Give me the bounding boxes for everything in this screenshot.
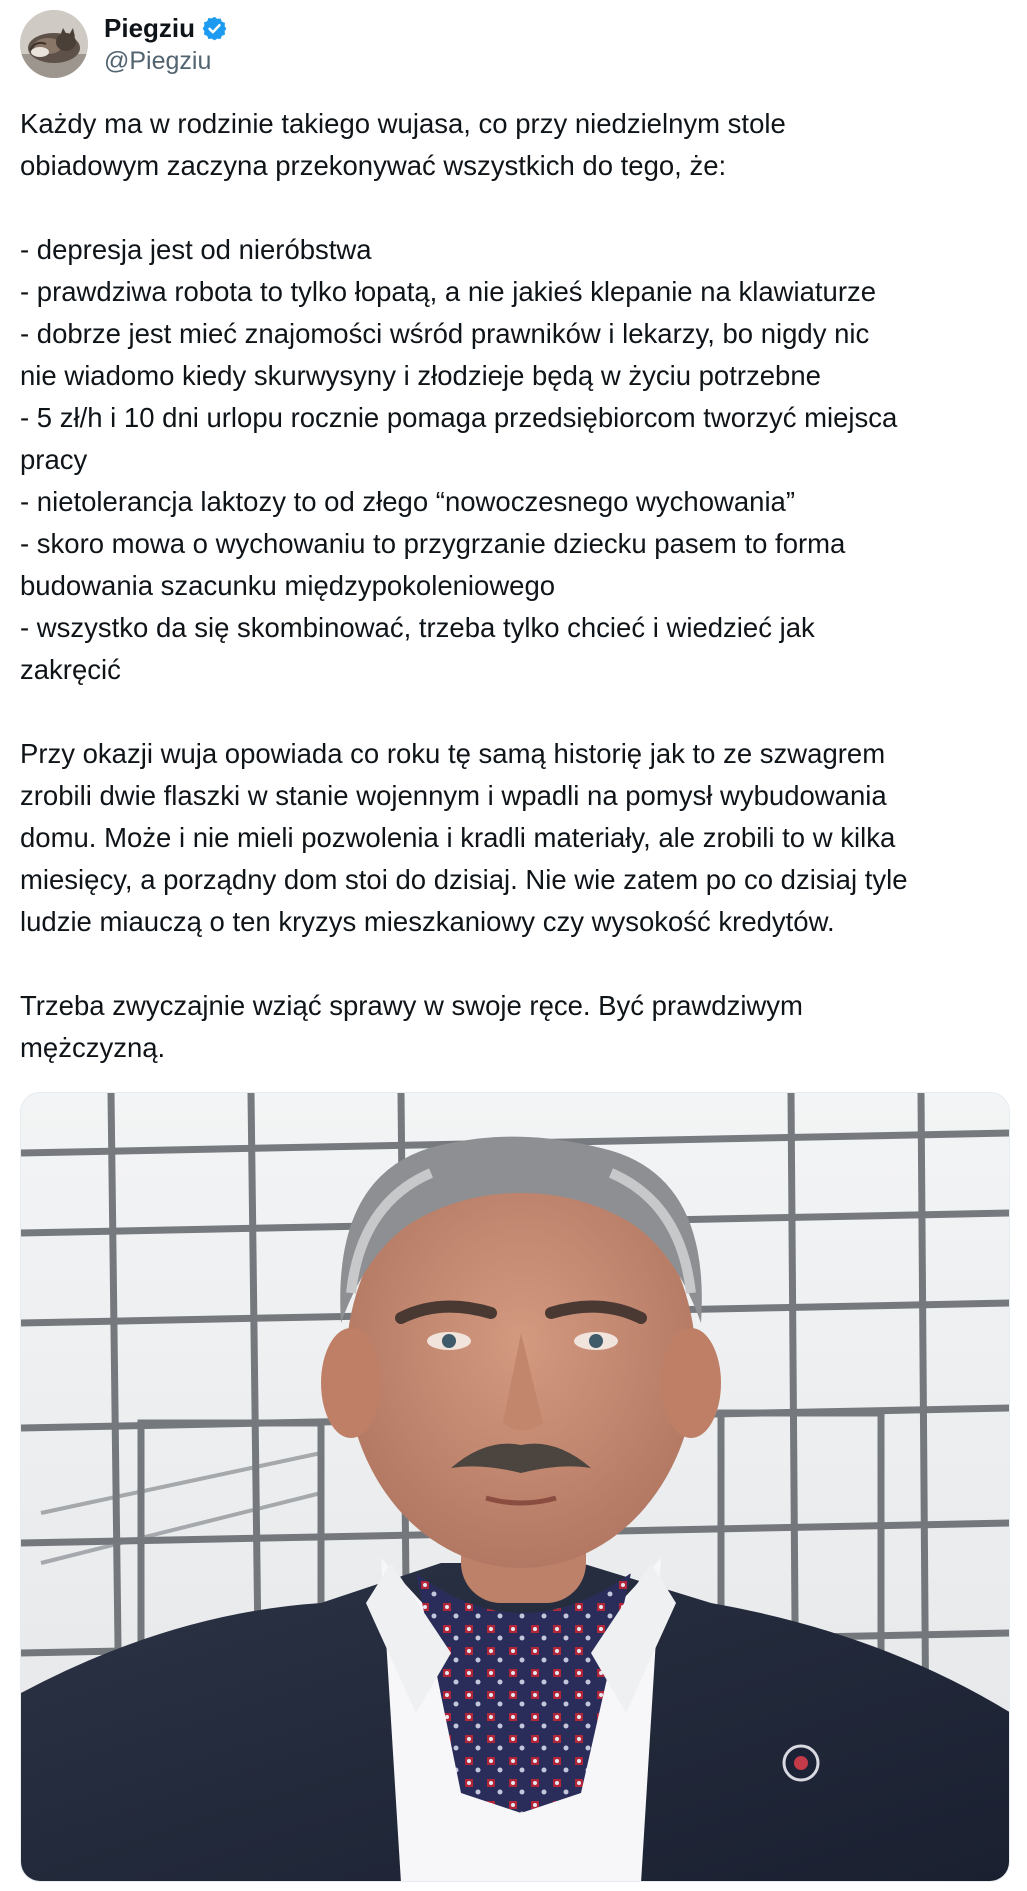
tweet-line: nie wiadomo kiedy skurwysyny i złodzieje będą w życiu potrzebne: [20, 360, 821, 391]
verified-badge-icon: [201, 15, 228, 42]
tweet-line: - 5 zł/h i 10 dni urlopu rocznie pomaga przedsiębiorcom tworzyć miejsca: [20, 402, 898, 433]
tweet-line: budowania szacunku międzypokoleniowego: [20, 570, 556, 601]
tweet-line: ludzie miauczą o ten kryzys mieszkaniowy czy wysokość kredytów.: [20, 906, 835, 937]
cat-avatar-icon: [20, 10, 88, 78]
tweet-line: - prawdziwa robota to tylko łopatą, a nie jakieś klepanie na klawiaturze: [20, 276, 877, 307]
display-name[interactable]: Piegziu: [104, 13, 196, 43]
tweet-line: miesięcy, a porządny dom stoi do dzisiaj. Nie wie zatem po co dzisiaj tyle: [20, 864, 908, 895]
tweet-text: [20, 103, 1010, 1069]
tweet-line: Trzeba zwyczajnie wziąć sprawy w swoje ręce. Być prawdziwym: [20, 990, 803, 1021]
tweet-line: domu. Może i nie mieli pozwolenia i kradli materiały, ale zrobili to w kilka: [20, 822, 896, 853]
tweet-line: zakręcić: [20, 654, 121, 685]
tweet-line: mężczyzną.: [20, 1032, 166, 1063]
tweet-blank-line: [20, 943, 1010, 985]
tweet-line: - dobrze jest mieć znajomości wśród prawników i lekarzy, bo nigdy nic: [20, 318, 870, 349]
tweet-line: - depresja jest od nieróbstwa: [20, 234, 372, 265]
author-names: [104, 11, 228, 77]
tweet-line: - wszystko da się skombinować, trzeba tylko chcieć i wiedzieć jak: [20, 612, 815, 643]
tweet-header: [20, 8, 228, 80]
tweet-blank-line: [20, 691, 1010, 733]
tweet-photo[interactable]: [20, 1092, 1010, 1882]
tweet-line: Każdy ma w rodzinie takiego wujasa, co przy niedzielnym stole: [20, 108, 786, 139]
tweet-line: - nietolerancja laktozy to od złego “nowoczesnego wychowania”: [20, 486, 796, 517]
photo-man-portrait: [21, 1093, 1010, 1882]
tweet-blank-line: [20, 187, 1010, 229]
author-handle[interactable]: @Piegziu: [104, 47, 212, 75]
tweet-line: obiadowym zaczyna przekonywać wszystkich do tego, że:: [20, 150, 727, 181]
display-name-row: [104, 11, 228, 45]
tweet-line: pracy: [20, 444, 88, 475]
tweet-line: zrobili dwie flaszki w stanie wojennym i wpadli na pomysł wybudowania: [20, 780, 887, 811]
tweet-line: Przy okazji wuja opowiada co roku tę samą historię jak to ze szwagrem: [20, 738, 886, 769]
avatar[interactable]: [20, 10, 88, 78]
tweet-line: - skoro mowa o wychowaniu to przygrzanie dziecku pasem to forma: [20, 528, 846, 559]
